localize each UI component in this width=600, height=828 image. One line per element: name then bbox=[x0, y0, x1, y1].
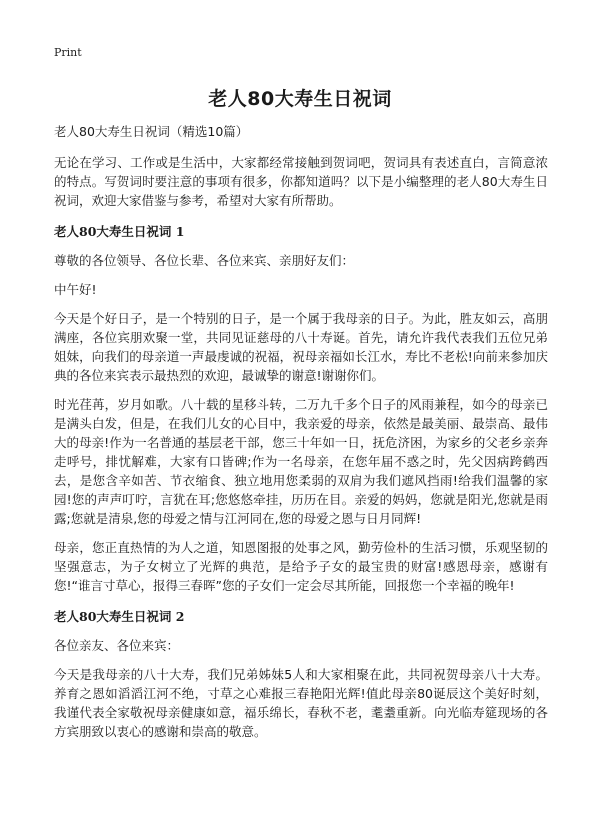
intro-paragraph: 无论在学习、工作或是生活中，大家都经常接触到贺词吧，贺词具有表述直白，言简意浓的特点。写贺词时要注意的事项有很多，你都知道吗？以下是小编整理的老人80大寿生日祝词，欢迎大家借鉴与参考，希望对大家有所帮助。 bbox=[54, 155, 548, 208]
print-link[interactable]: Print bbox=[54, 46, 82, 59]
section-1-paragraph-2: 时光荏苒，岁月如歌。八十载的星移斗转，二万九千多个日子的风雨兼程，如今的母亲已是满头白发，但是，在我们儿女的心目中，我亲爱的母亲，依然是最美丽、最崇高、最伟大的母亲!作为一名普通的基层老干部，您三十年如一日，抚危济困，为家乡的父老乡亲奔走呼号，排忧解难，大家有口皆碑;作为一名母亲，在您年届不惑之时，先父因病跨鹤西去，是您含辛如苦、节衣缩食、独立地用您柔弱的双肩为我们遮风挡雨!给我们温馨的家园!您的声声叮咛，言犹在耳;您悠悠牵挂，历历在目。亲爱的妈妈，您就是阳光,您就是雨露;您就是清泉,您的母爱之情与江河同在,您的母爱之恩与日月同辉! bbox=[54, 397, 548, 526]
section-1-paragraph-3: 母亲，您正直热情的为人之道，知恩图报的处事之风，勤劳俭朴的生活习惯，乐观坚韧的坚强意志，为子女树立了光辉的典范，是给予子女的最宝贵的财富!感恩母亲，感谢有您!“谁言寸草心，报得三春晖”您的子女们一定会尽其所能，回报您一个幸福的晚年! bbox=[54, 540, 548, 593]
section-2-paragraph-1: 今天是我母亲的八十大寿，我们兄弟姊妹5人和大家相聚在此，共同祝贺母亲八十大寿。养育之恩如滔滔江河不绝，寸草之心难报三春艳阳光辉!值此母亲80诞辰这个美好时刻，我谨代表全家敬祝母亲健康如意，福乐绵长，春秋不老，耄耋重新。向光临寿筵现场的各方宾朋致以衷心的感谢和崇高的敬意。 bbox=[54, 667, 548, 739]
section-heading-2: 老人80大寿生日祝词 2 bbox=[54, 609, 185, 624]
document-body bbox=[54, 122, 548, 751]
document-subtitle: 老人80大寿生日祝词（精选10篇） bbox=[54, 124, 249, 139]
page-title: 老人80大寿生日祝词 bbox=[208, 88, 392, 110]
section-1-greeting: 尊敬的各位领导、各位长辈、各位来宾、亲朋好友们： bbox=[54, 253, 355, 268]
section-1-paragraph-1: 今天是个好日子，是一个特别的日子，是一个属于我母亲的日子。为此，胜友如云，高朋满座，各位宾朋欢聚一堂，共同见证慈母的八十寿诞。首先，请允许我代表我们五位兄弟姐妹，向我们的母亲道一声最虔诚的祝福，祝母亲福如长江水，寿比不老松!向前来参加庆典的各位来宾表示最热烈的欢迎，最诚挚的谢意!谢谢你们。 bbox=[54, 311, 548, 383]
section-2-greeting: 各位亲友、各位来宾： bbox=[54, 638, 180, 653]
section-heading-1: 老人80大寿生日祝词 1 bbox=[54, 224, 185, 239]
section-1-salutation: 中午好! bbox=[54, 282, 97, 297]
